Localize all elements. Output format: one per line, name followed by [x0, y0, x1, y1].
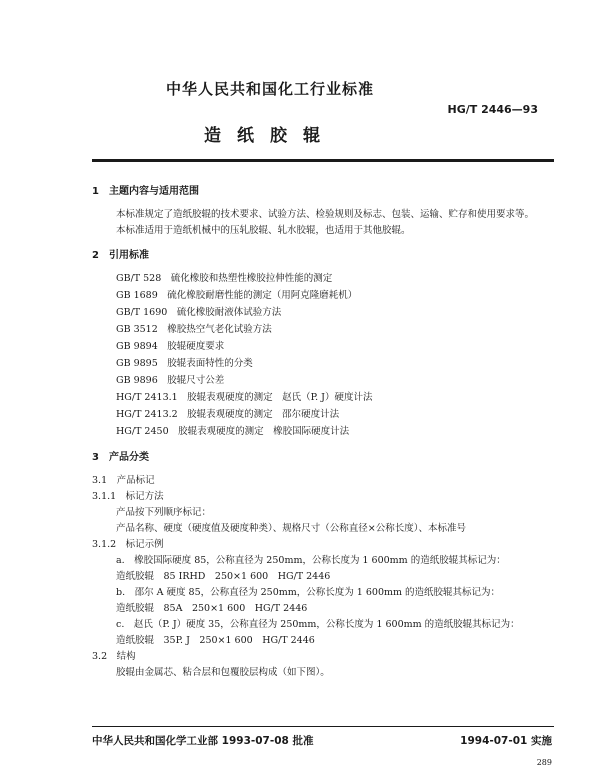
reference-item: GB 9895 胶辊表面特性的分类 [116, 358, 253, 369]
example-c-marking: 造纸胶辊 35P. J 250×1 600 HG/T 2446 [116, 635, 315, 646]
reference-item: HG/T 2450 胶辊表观硬度的测定 橡胶国际硬度计法 [116, 426, 350, 437]
clause-3-1-1-title: 3.1.1 标记方法 [92, 491, 164, 502]
document-title: 造纸胶辊 [204, 126, 336, 146]
clause-3-1-1-text-1: 产品按下列顺序标记： [116, 507, 212, 518]
clause-3-2-title: 3.2 结构 [92, 651, 136, 662]
example-a-text: a. 橡胶国际硬度 85，公称直径为 250mm，公称长度为 1 600mm 的造纸胶辊其标记为： [116, 555, 506, 566]
standard-code: HG/T 2446—93 [447, 103, 538, 116]
clause-3-1-title: 3.1 产品标记 [92, 475, 155, 486]
reference-item: GB 3512 橡胶热空气老化试验方法 [116, 324, 272, 335]
example-b-marking: 造纸胶辊 85A 250×1 600 HG/T 2446 [116, 603, 308, 614]
footer-divider [92, 726, 554, 727]
example-c-text: c. 赵氏（P. J）硬度 35，公称直径为 250mm，公称长度为 1 600mm 的造纸胶辊其标记为： [116, 619, 520, 630]
reference-item: GB/T 1690 硫化橡胶耐液体试验方法 [116, 307, 282, 318]
standard-category-title: 中华人民共和国化工行业标准 [165, 80, 374, 98]
approval-date: 中华人民共和国化学工业部 1993-07-08 批准 [92, 735, 314, 747]
section-1-paragraph-1: 本标准规定了造纸胶辊的技术要求、试验方法、检验规则及标志、包装、运输、贮存和使用要求等。 [116, 209, 535, 220]
reference-item: GB 1689 硫化橡胶耐磨性能的测定（用阿克隆磨耗机） [116, 290, 358, 301]
section-1-title: 1 主题内容与适用范围 [92, 186, 199, 197]
reference-item: GB/T 528 硫化橡胶和热塑性橡胶拉伸性能的测定 [116, 273, 333, 284]
reference-item: HG/T 2413.1 胶辊表观硬度的测定 赵氏（P. J）硬度计法 [116, 392, 373, 403]
section-2-title: 2 引用标准 [92, 250, 149, 261]
clause-3-2-text: 胶辊由金属芯、粘合层和包覆胶层构成（如下图）。 [116, 667, 330, 678]
header-divider [92, 159, 554, 162]
section-3-title: 3 产品分类 [92, 452, 149, 463]
clause-3-1-1-text-2: 产品名称、硬度（硬度值及硬度种类）、规格尺寸（公称直径×公称长度）、本标准号 [116, 523, 466, 534]
implementation-date: 1994-07-01 实施 [460, 735, 552, 747]
section-1-paragraph-2: 本标准适用于造纸机械中的压轧胶辊、轧水胶辊，也适用于其他胶辊。 [116, 225, 411, 236]
example-b-text: b. 邵尔 A 硬度 85，公称直径为 250mm，公称长度为 1 600mm 的造纸胶辊其标记为： [116, 587, 501, 598]
reference-item: GB 9894 胶辊硬度要求 [116, 341, 225, 352]
reference-item: HG/T 2413.2 胶辊表观硬度的测定 邵尔硬度计法 [116, 409, 340, 420]
example-a-marking: 造纸胶辊 85 IRHD 250×1 600 HG/T 2446 [116, 571, 331, 582]
page-number: 289 [536, 758, 552, 767]
reference-item: GB 9896 胶辊尺寸公差 [116, 375, 225, 386]
clause-3-1-2-title: 3.1.2 标记示例 [92, 539, 164, 550]
